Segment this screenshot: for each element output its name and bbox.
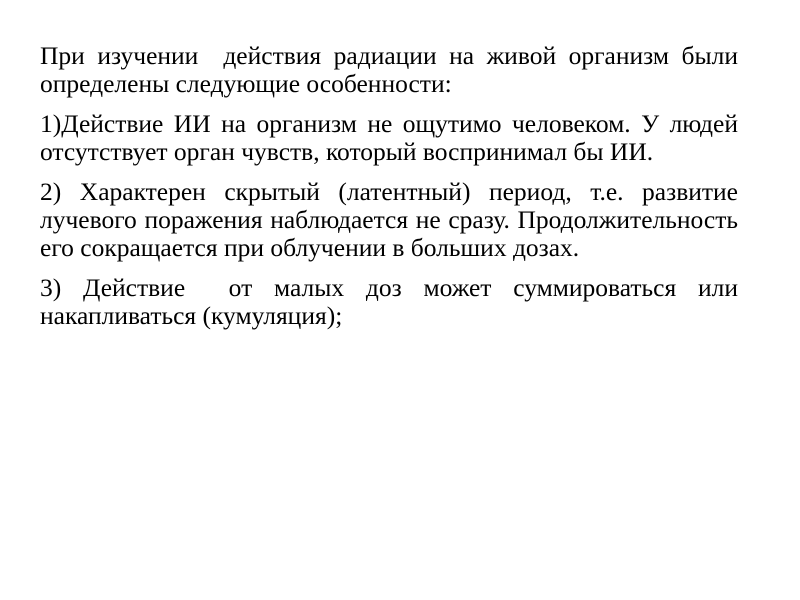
slide-body-text (40, 41, 745, 330)
feature-item-2: 2) Характерен скрытый (латентный) период, т.е. развитие лучевого поражения наблюдается не сразу. Продолжительность его сокращается при облучении в больших дозах. (40, 177, 745, 262)
feature-item-1: 1)Действие ИИ на организм не ощутимо человеком. У людей отсутствует орган чувств, который воспринимал бы ИИ. (40, 109, 745, 166)
feature-item-3: 3) Действие от малых доз может суммироваться или накапливаться (кумуляция); (40, 273, 745, 330)
intro-paragraph: При изучении действия радиации на живой организм были определены следующие особенности: (40, 41, 745, 98)
